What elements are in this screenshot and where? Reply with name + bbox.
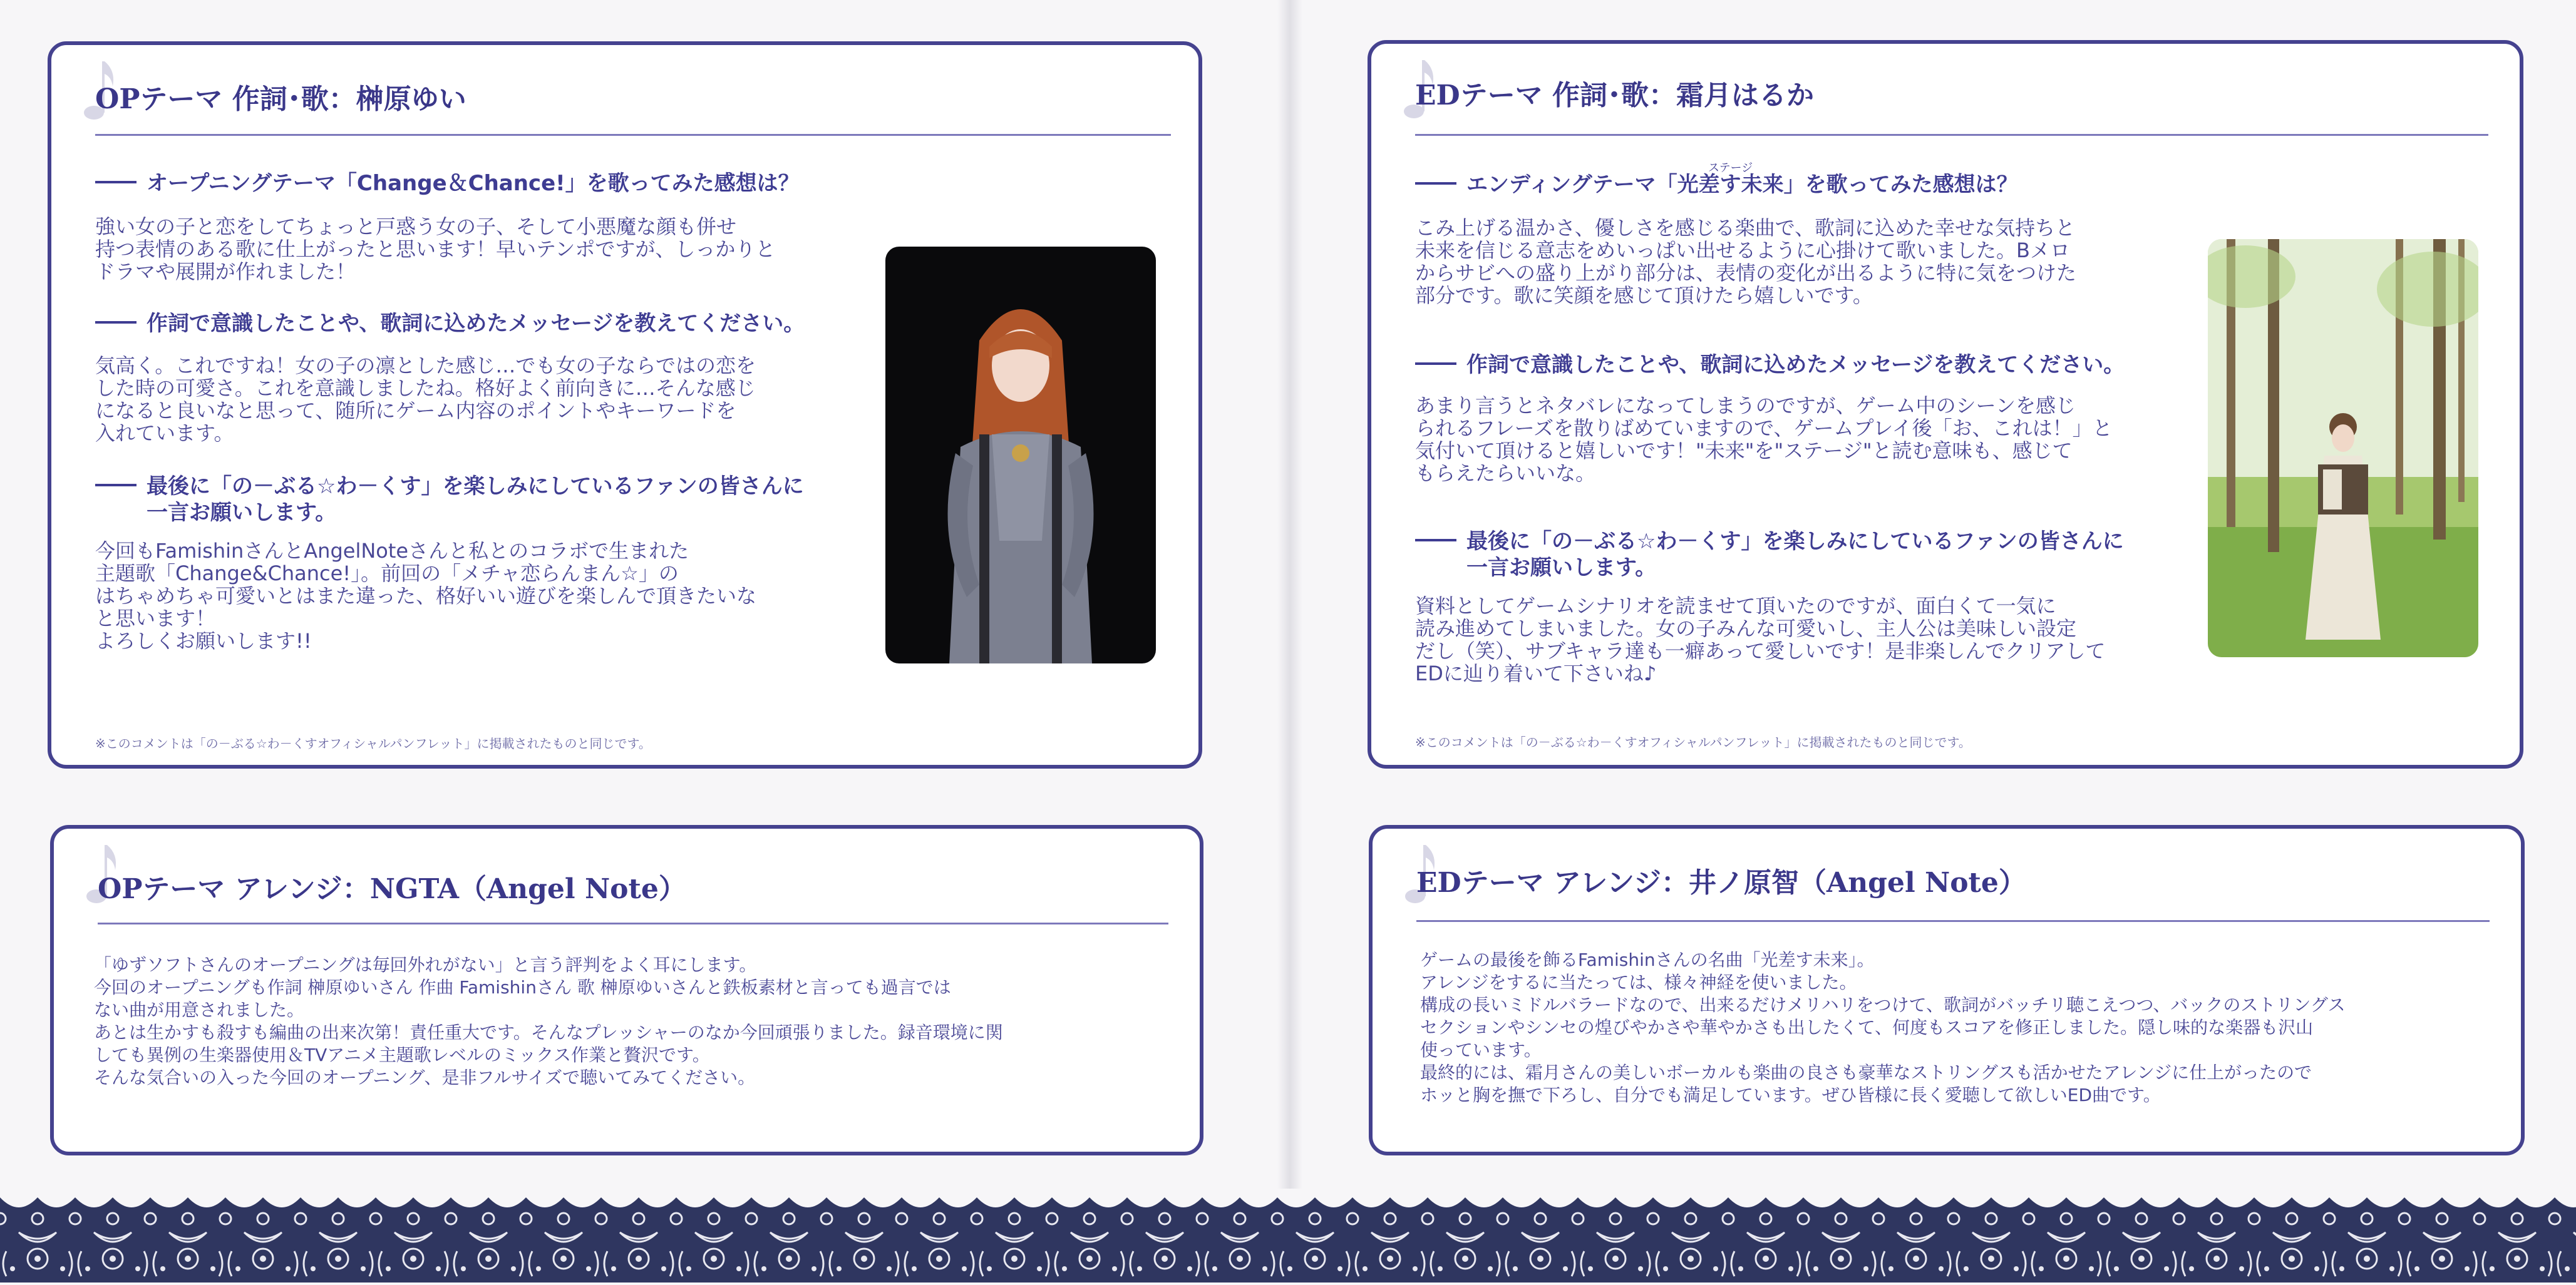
ed-question-1	[1415, 161, 2018, 198]
ed-lyrics-panel	[1368, 40, 2523, 769]
dash-rule	[95, 321, 137, 324]
dash-rule	[1415, 182, 1456, 185]
ed-arrange-panel	[1369, 825, 2525, 1155]
page-gutter	[1277, 0, 1302, 1282]
title-divider	[95, 134, 1171, 136]
dash-rule	[95, 484, 137, 486]
op-arrange-panel	[50, 825, 1203, 1155]
question-text: 最後に「の－ぶる☆わ－くす」を楽しみにしているファンの皆さんに	[147, 474, 804, 499]
op-question-2	[95, 310, 805, 337]
dash-rule	[95, 181, 137, 183]
op-arrange-title: OPテーマ アレンジ：NGTA（Angel Note）	[98, 873, 686, 905]
title-divider	[1416, 920, 2490, 922]
ed-lyrics-title: EDテーマ 作詞･歌：霜月はるか	[1415, 79, 1815, 111]
ed-answer-3: 資料としてゲームシナリオを読ませて頂いたのですが、面白くて一気に 読み進めてしまいました。女の子みんな可愛いし、主人公は美味しい設定 だし（笑）、サブキャラ達も一癖あって愛しいです！是非楽しんでクリアして EDに辿り着いて下さいね♪	[1415, 594, 2106, 685]
lace-pattern	[0, 1189, 2576, 1282]
question-text: 一言お願いします。	[1466, 555, 1657, 580]
question-text-prefix: エンディングテーマ「	[1466, 172, 1677, 197]
ed-arrange-body: ゲームの最後を飾るFamishinさんの名曲「光差す未来」。 アレンジをするに当たっては、様々神経を使いました。 構成の長いミドルバラードなので、出来るだけメリハリをつけて、歌詞がバッチリ聴こえつつ、バックのストリングス セクションやシンセの煌びやかさや華やかさも出したくて、何度もスコアを修正しました。隠し味的な楽器も沢山 使っています。 最終的には、霜月さんの美しいボーカルも楽曲の良さも豪華なストリングスも活かせたアレンジに仕上がったので ホッと胸を撫で下ろし、自分でも満足しています。ぜひ皆様に長く愛聴して欲しいED曲です。	[1420, 950, 2346, 1105]
question-text: 一言お願いします。	[147, 500, 337, 525]
ed-footnote: ※このコメントは「の－ぶる☆わ－くすオフィシャルパンフレット」に掲載されたものと同じです。	[1415, 735, 1971, 750]
singer-photo	[885, 247, 1156, 663]
dash-rule	[1415, 362, 1456, 365]
singer-photo	[2208, 239, 2478, 657]
ed-question-3	[1415, 528, 2124, 581]
op-question-1	[95, 170, 800, 197]
ed-answer-1: こみ上げる温かさ、優しさを感じる楽曲で、歌詞に込めた幸せな気持ちと 未来を信じる意志をめいっぱい出せるように心掛けて歌いました。Bメロ からサビへの盛り上がり部分は、表情の変化が出るように特に気をつけた 部分です。歌に笑顔を感じて頂けたら嬉しいです。	[1415, 216, 2077, 307]
title-divider	[1415, 134, 2488, 136]
dash-rule	[1415, 539, 1456, 541]
op-arrange-body: 「ゆずソフトさんのオープニングは毎回外れがない」と言う評判をよく耳にします。 今回のオープニングも作詞 榊原ゆいさん 作曲 Famishinさん 歌 榊原ゆいさんと鉄板素材と言っても過言では ない曲が用意されました。 あとは生かすも殺すも編曲の出来次第！責任重大です。そんなプレッシャーのなか今回頑張りました。録音環境に関 しても異例の生楽器使用＆TVアニメ主題歌レベルのミックス作業と贅沢です。 そんな気合いの入った今回のオープニング、是非フルサイズで聴いてみてください。	[94, 955, 1003, 1088]
ed-arrange-title: EDテーマ アレンジ：井ノ原智（Angel Note）	[1416, 867, 2026, 899]
ed-answer-2: あまり言うとネタバレになってしまうのですが、ゲーム中のシーンを感じ られるフレーズを散りばめていますので、ゲームプレイ後「お、これは！」と 気付いて頂けると嬉しいです！"未来"を"ステージ"と読む意味も、感じて もらえたらいいな。	[1415, 394, 2113, 485]
question-text: 作詞で意識したことや、歌詞に込めたメッセージを教えてください。	[1466, 352, 2125, 377]
question-text: 最後に「の－ぶる☆わ－くす」を楽しみにしているファンの皆さんに	[1466, 529, 2124, 554]
forest-scene	[2208, 239, 2478, 657]
ruby-reading: ステージ	[1708, 161, 1753, 175]
op-question-3	[95, 473, 804, 526]
ed-question-2	[1415, 352, 2125, 378]
op-lyrics-title: OPテーマ 作詞･歌：榊原ゆい	[95, 83, 466, 115]
op-answer-3: 今回もFamishinさんとAngelNoteさんと私とのコラボで生まれた 主題歌「Change&Chance!」。前回の「メチャ恋らんまん☆」の はちゃめちゃ可愛いとはまた違った、格好いい遊びを楽しんで頂きたいな と思います！ よろしくお願いします!!	[95, 539, 757, 653]
lace-border	[0, 1189, 2576, 1282]
op-lyrics-panel	[48, 41, 1202, 769]
op-answer-1: 強い女の子と恋をしてちょっと戸惑う女の子、そして小悪魔な顔も併せ 持つ表情のある歌に仕上がったと思います！早いテンポですが、しっかりと ドラマや展開が作れました！	[95, 215, 776, 284]
song-title-with-ruby	[1677, 161, 1784, 198]
question-text-suffix: 」を歌ってみた感想は？	[1783, 172, 2018, 197]
song-title: 光差す未来	[1677, 172, 1784, 197]
op-footnote: ※このコメントは「の－ぶる☆わ－くすオフィシャルパンフレット」に掲載されたものと同じです。	[95, 736, 651, 751]
op-answer-2: 気高く。これですね！女の子の凛とした感じ…でも女の子ならではの恋を した時の可愛さ。これを意識しましたね。格好よく前向きに…そんな感じ になると良いなと思って、随所にゲーム内容のポイントやキーワードを 入れています。	[95, 354, 756, 445]
singer-figure	[885, 247, 1156, 663]
title-divider	[98, 923, 1168, 924]
question-text: オープニングテーマ「Change＆Chance!」を歌ってみた感想は？	[147, 171, 800, 196]
question-text: 作詞で意識したことや、歌詞に込めたメッセージを教えてください。	[147, 311, 805, 336]
